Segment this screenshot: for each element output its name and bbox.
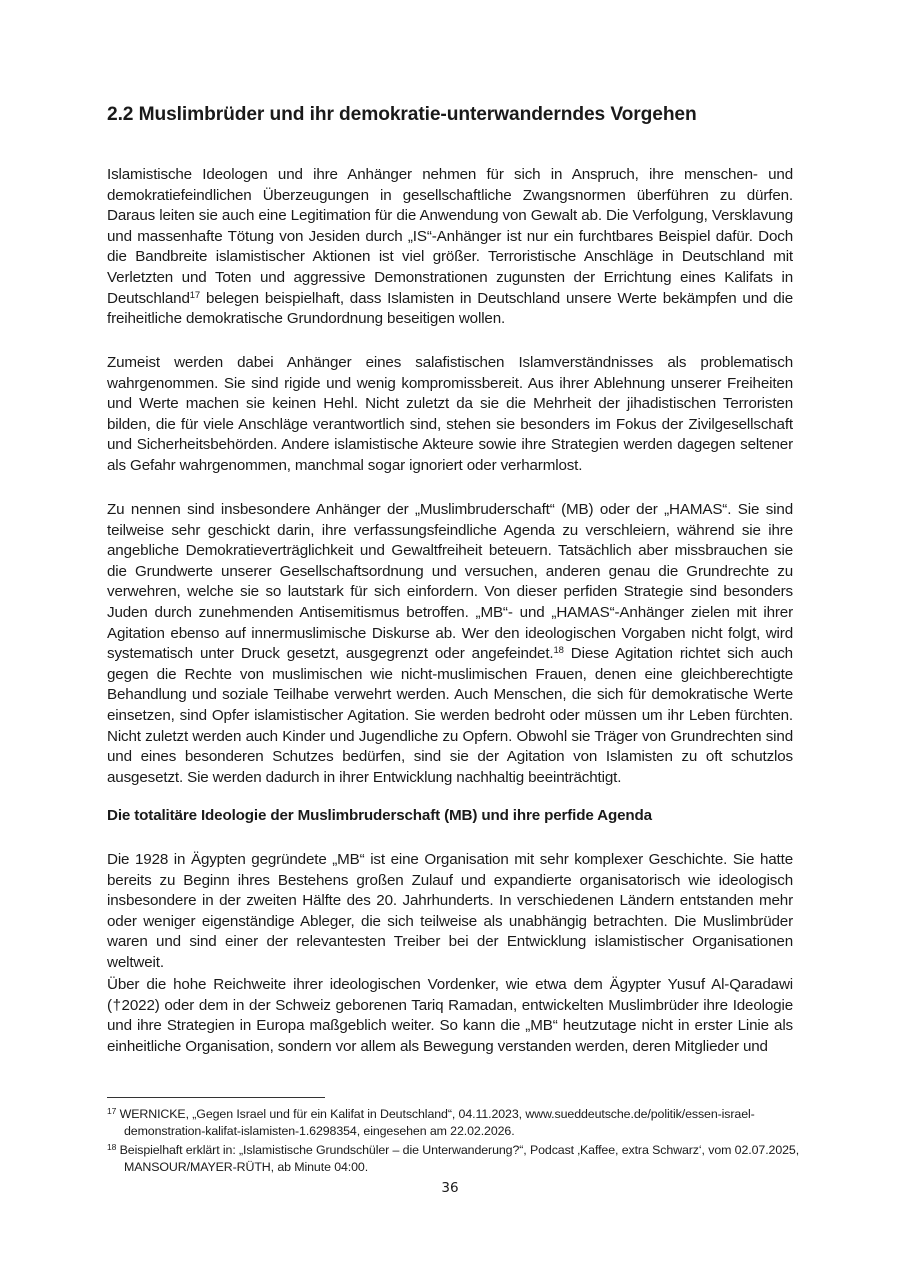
footnote-18-text: Beispielhaft erklärt in: „Islamistische Grundschüler – die Unterwanderung?“, Podcast ‚Kaffee, extra Schwarz‘, vom 02.07.2025, MANSOUR/MAYER-RÜTH, ab Minute 04:00. xyxy=(119,1143,800,1174)
paragraph-5: Über die hohe Reichweite ihrer ideologischen Vordenker, wie etwa dem Ägypter Yusuf Al-Qaradawi (†2022) oder dem in der Schweiz geborenen Tariq Ramadan, entwickelten Muslimbrüder ihre Ideologie und ihre Strategien in Europa maßgeblich weiter. So kann die „MB“ heutzutage nicht in erster Linie als einheitliche Organisation, sondern vor allem als Bewegung verstanden werden, deren Mitglieder und xyxy=(107,976,793,1055)
paragraph-3 xyxy=(107,500,793,788)
section-title: 2.2 Muslimbrüder und ihr demokratie-unterwanderndes Vorgehen xyxy=(107,104,697,125)
subheading: Die totalitäre Ideologie der Muslimbruderschaft (MB) und ihre perfide Agenda xyxy=(107,807,652,824)
footnote-divider xyxy=(107,1097,325,1098)
footnote-17-text: WERNICKE, „Gegen Israel und für ein Kalifat in Deutschland“, 04.11.2023, www.sueddeutsche.de/politik/essen-israel-demonstration-kalifat-islamisten-1.6298354, eingesehen am 22.02.2026. xyxy=(119,1107,755,1138)
paragraph-1-text-a: Islamistische Ideologen und ihre Anhänger nehmen für sich in Anspruch, ihre menschen- und demokratiefeindlichen Überzeugungen in gesellschaftliche Zwangsnormen überführen zu dürfen. Daraus leiten sie auch eine Legitimation für die Anwendung von Gewalt ab. Die Verfolgung, Versklavung und massenhafte Tötung von Jesiden durch „IS“-Anhänger ist nur ein furchtbares Beispiel dafür. Doch die Bandbreite islamistischer Aktionen ist viel größer. Terroristische Anschläge in Deutschland mit Verletzten und Toten und aggressive Demonstrationen zugunsten der Errichtung eines Kalifats in Deutschland xyxy=(107,166,793,307)
footnote-18 xyxy=(107,1142,810,1176)
paragraph-3-text-a: Zu nennen sind insbesondere Anhänger der „Muslimbruderschaft“ (MB) oder der „HAMAS“. Sie sind teilweise sehr geschickt darin, ihre verfassungsfeindliche Agenda zu verschleiern, während sie ihre angebliche Demokratieverträglichkeit und Gewaltfreiheit beteuern. Tatsächlich aber missbrauchen sie die Grundwerte unserer Gesellschaftsordnung und versuchen, anderen genau die Grundrechte zu verwehren, welche sie so lautstark für sich einfordern. Von dieser perfiden Strategie sind besonders Juden durch zunehmenden Antisemitismus betroffen. „MB“- und „HAMAS“-Anhänger zielen mit ihrer Agitation ebenso auf innermuslimische Diskurse ab. Wer den ideologischen Vorgaben nicht folgt, wird systematisch unter Druck gesetzt, ausgegrenzt oder angefeindet. xyxy=(107,501,793,663)
footnote-18-number: 18 xyxy=(107,1142,117,1152)
page-number: 36 xyxy=(441,1180,459,1196)
paragraph-1-text-b: belegen beispielhaft, dass Islamisten in Deutschland unsere Werte bekämpfen und die freiheitliche demokratische Grundordnung beseitigen wollen. xyxy=(107,289,793,328)
footnote-17-number: 17 xyxy=(107,1106,117,1116)
paragraph-4: Die 1928 in Ägypten gegründete „MB“ ist eine Organisation mit sehr komplexer Geschichte. Sie hatte bereits zu Beginn ihres Bestehens großen Zulauf und expandierte organisatorisch wie ideologisch insbesondere in der zweiten Hälfte des 20. Jahrhunderts. In verschiedenen Ländern entstanden mehr oder weniger eigenständige Ableger, die sich teilweise als unabhängig betrachten. Die Muslimbrüder waren und sind einer der relevantesten Treiber bei der Entwicklung islamistischer Organisationen weltweit. xyxy=(107,851,793,971)
paragraph-1 xyxy=(107,165,793,330)
paragraph-3-text-b: Diese Agitation richtet sich auch gegen die Rechte von muslimischen wie nicht-muslimischen Frauen, denen eine gleichberechtigte Behandlung und soziale Teilhabe verwehrt werden. Auch Menschen, die sich für demokratische Werte einsetzen, sind Opfer islamistischer Agitation. Sie werden bedroht oder müssen um ihr Leben fürchten. Nicht zuletzt werden auch Kinder und Jugendliche zu Opfern. Obwohl sie Träger von Grundrechten sind und eines besonderen Schutzes bedürfen, sind sie der Agitation von Islamisten zu oft schutzlos ausgesetzt. Sie werden dadurch in ihrer Entwicklung nachhaltig beeinträchtigt. xyxy=(107,645,793,786)
footnote-17 xyxy=(107,1106,810,1140)
footnote-ref-18[interactable]: 18 xyxy=(553,645,564,657)
paragraph-2: Zumeist werden dabei Anhänger eines salafistischen Islamverständnisses als problematisch wahrgenommen. Sie sind rigide und wenig kompromissbereit. Aus ihrer Ablehnung unserer Freiheiten und Werte machen sie keinen Hehl. Nicht zuletzt da sie die Mehrheit der jihadistischen Terroristen bilden, die für viele Anschläge verantwortlich sind, stehen sie besonders im Fokus der Zivilgesellschaft und Sicherheitsbehörden. Andere islamistische Akteure sowie ihre Strategien werden dagegen seltener als Gefahr wahrgenommen, manchmal sogar ignoriert oder verharmlost. xyxy=(107,354,793,474)
footnote-ref-17[interactable]: 17 xyxy=(189,289,201,301)
